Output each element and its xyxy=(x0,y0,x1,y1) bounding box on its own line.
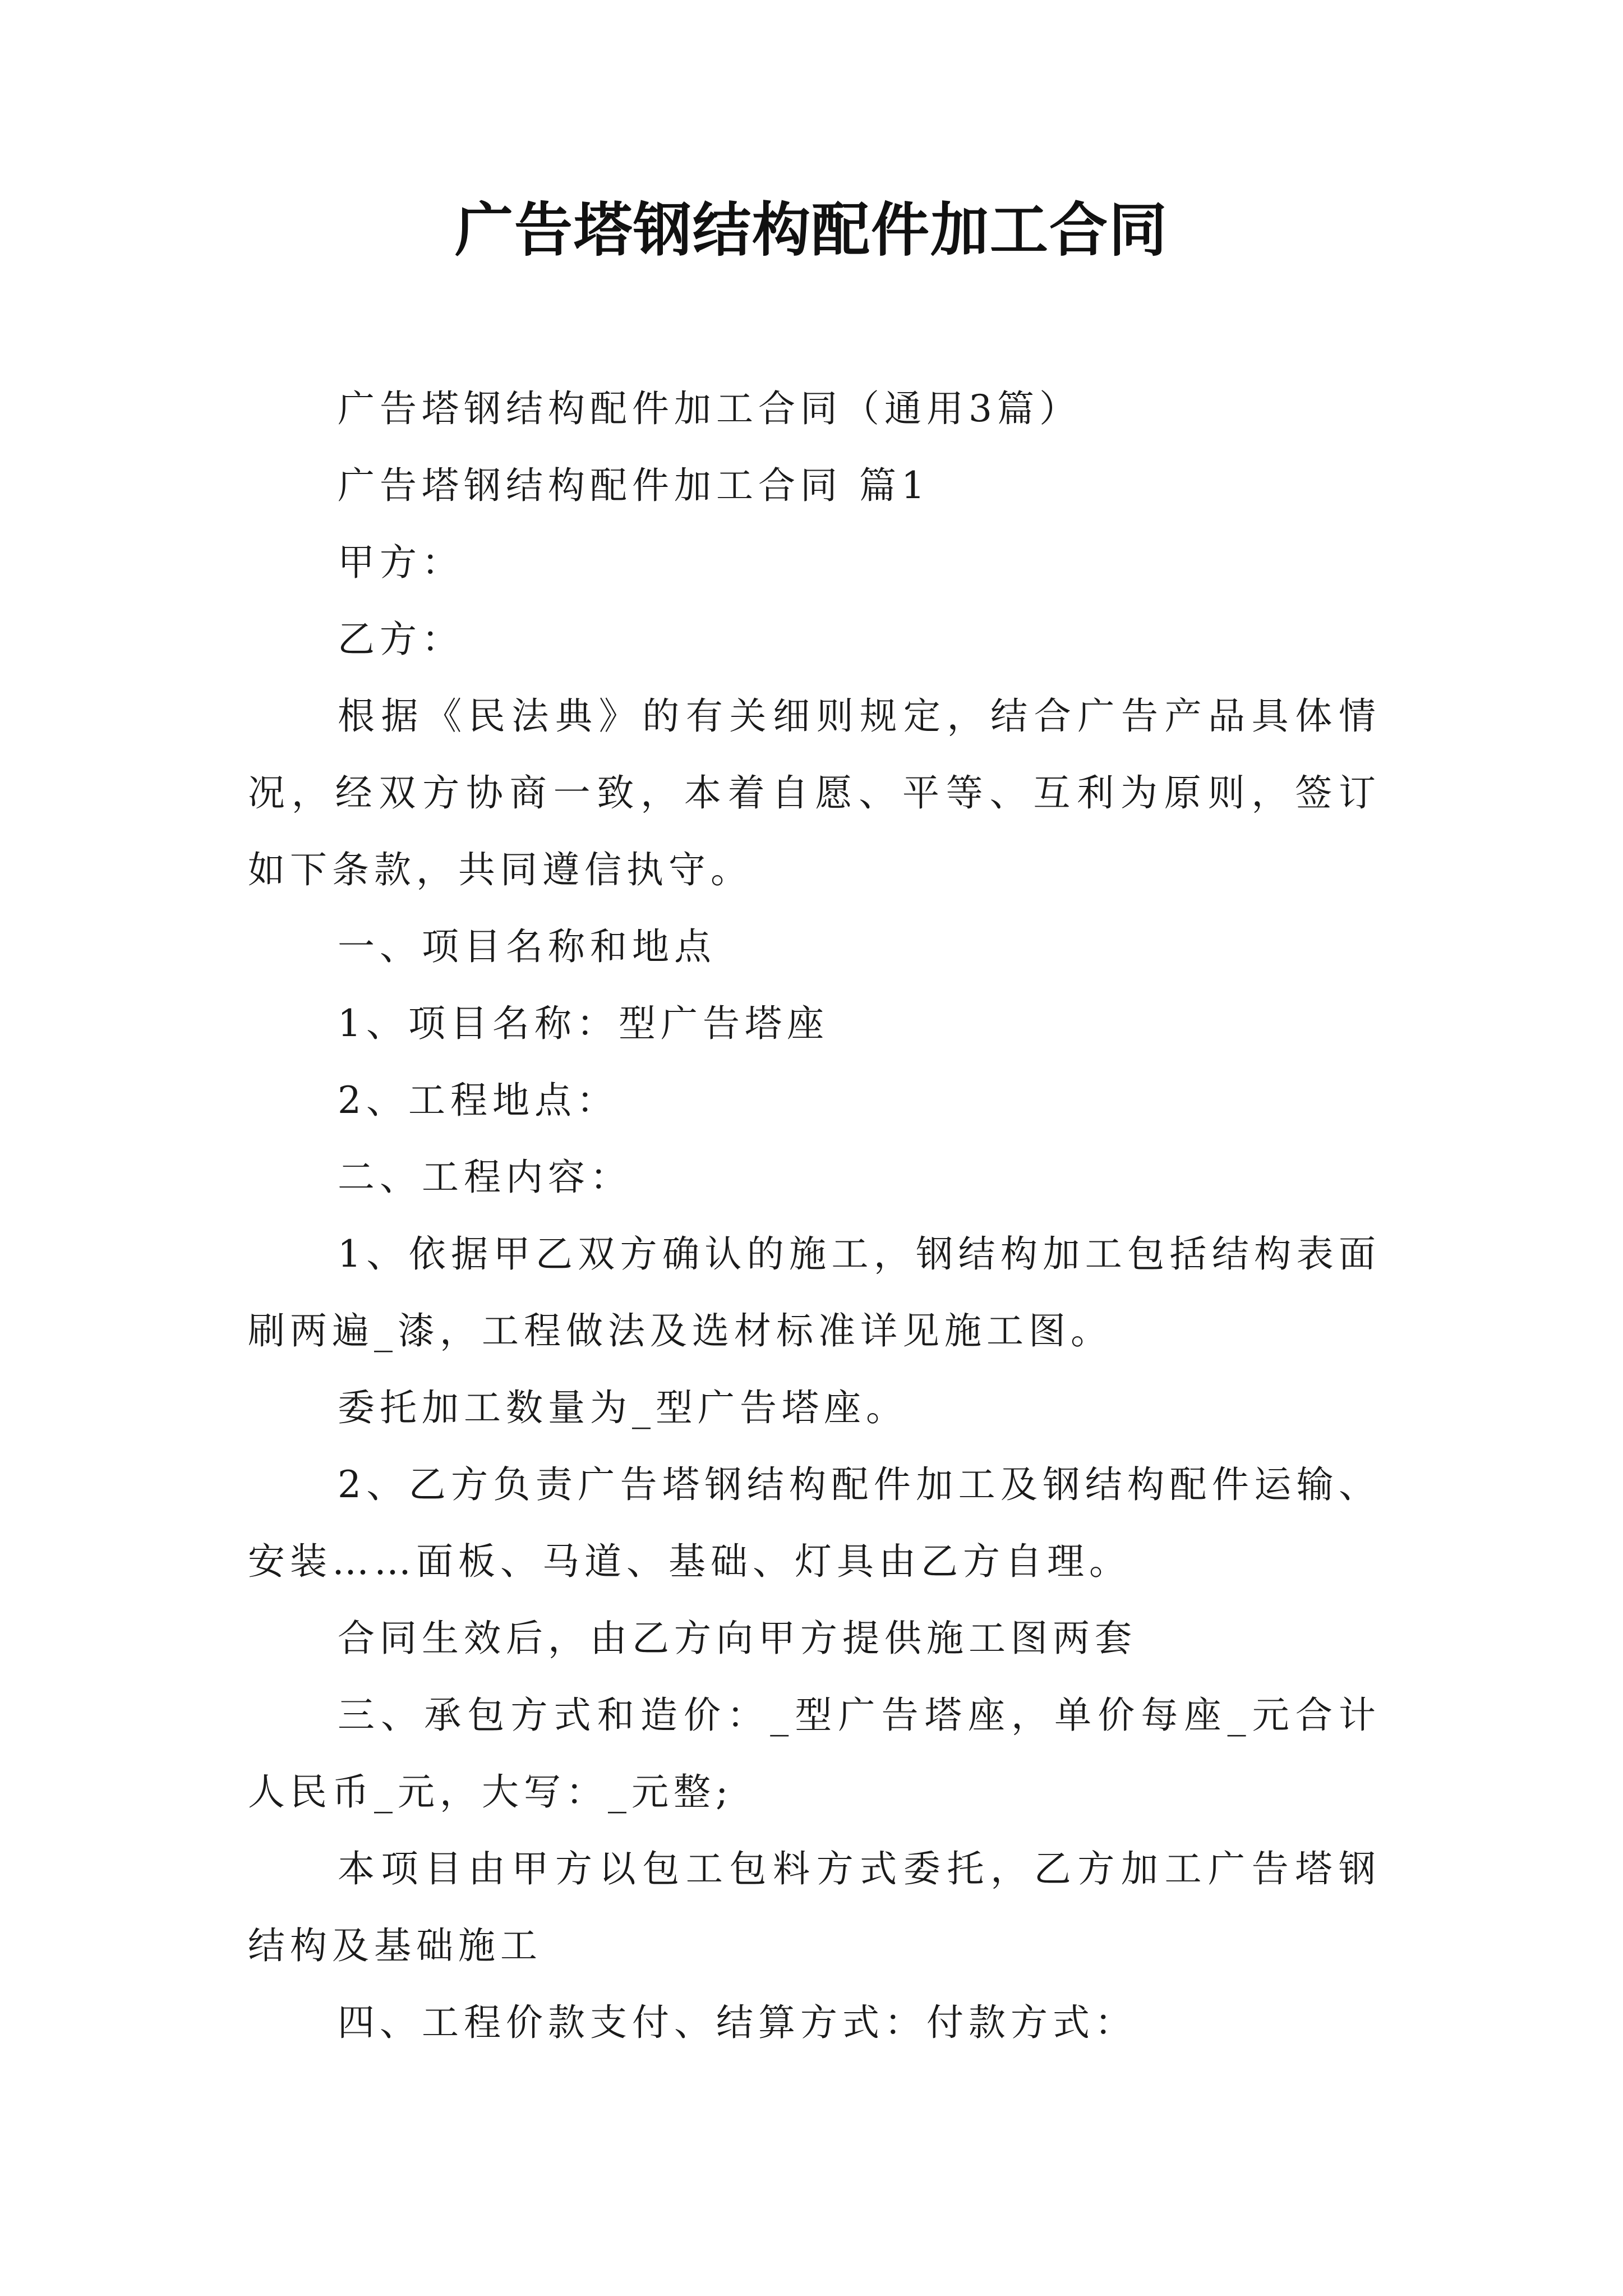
paragraph-section-3-pricing: 三、承包方式和造价：_型广告塔座，单价每座_元合计人民币_元，大写：_元整; xyxy=(248,1694,1381,1814)
paragraph-section-4-payment: 四、工程价款支付、结算方式：付款方式： xyxy=(338,2001,1137,2044)
paragraph-party-a: 甲方： xyxy=(338,541,464,584)
paragraph-heading-part-1: 广告塔钢结构配件加工合同 篇1 xyxy=(338,464,930,507)
paragraph-project-location: 2、工程地点： xyxy=(338,1079,619,1122)
paragraph-preamble: 根据《民法典》的有关细则规定，结合广告产品具体情况，经双方协商一致，本着自愿、平等、互利为原则，签订如下条款，共同遵信执守。 xyxy=(248,694,1381,891)
paragraph-work-content-2: 2、乙方负责广告塔钢结构配件加工及钢结构配件运输、安装……面板、马道、基础、灯具由乙方自理。 xyxy=(248,1463,1381,1583)
document-title: 广告塔钢结构配件加工合同 xyxy=(454,195,1168,264)
paragraph-drawings: 合同生效后，由乙方向甲方提供施工图两套 xyxy=(338,1617,1137,1660)
paragraph-party-b: 乙方： xyxy=(338,618,464,661)
paragraph-project-name: 1、项目名称：型广告塔座 xyxy=(338,1002,829,1045)
paragraph-heading-collection: 广告塔钢结构配件加工合同（通用3篇） xyxy=(338,387,1081,430)
paragraph-quantity: 委托加工数量为_型广告塔座。 xyxy=(338,1386,908,1429)
paragraph-contract-mode: 本项目由甲方以包工包料方式委托，乙方加工广告塔钢结构及基础施工 xyxy=(248,1847,1381,1967)
paragraph-section-1-heading: 一、项目名称和地点 xyxy=(338,925,716,968)
paragraph-section-2-heading: 二、工程内容： xyxy=(338,1156,632,1199)
document-body xyxy=(248,370,1381,2061)
paragraph-work-content-1: 1、依据甲乙双方确认的施工，钢结构加工包括结构表面刷两遍_漆，工程做法及选材标准详见施工图。 xyxy=(248,1232,1381,1352)
